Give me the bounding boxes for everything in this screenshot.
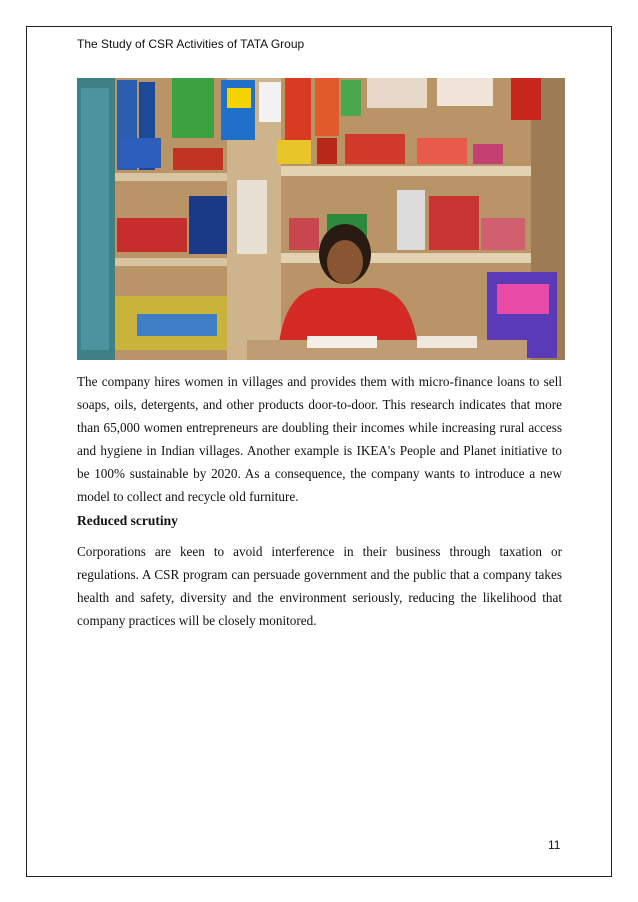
paragraph-reduced-scrutiny: Corporations are keen to avoid interference in their business through taxation or regulations. A CSR program can persuade government and the public that a company takes health and safety, diversity and the environment seriously, reducing the likelihood that company practices will be closely monitored. xyxy=(77,544,562,628)
section-heading-reduced-scrutiny: Reduced scrutiny xyxy=(77,513,178,528)
shop-photo xyxy=(77,78,565,360)
shop-photo-icon xyxy=(77,78,565,360)
running-header: The Study of CSR Activities of TATA Group xyxy=(77,37,305,51)
page-number: 11 xyxy=(548,838,561,852)
paragraph-csr-example: The company hires women in villages and provides them with micro-finance loans to sell soaps, oils, detergents, and other products door-to-door. This research indicates that more than 65,000 women entrepreneurs are doubling their incomes while increasing rural access and hygiene in Indian villages. Another example is IKEA's People and Planet initiative to be 100% sustainable by 2020. As a consequence, the company wants to introduce a new model to collect and recycle old furniture. xyxy=(77,374,562,504)
